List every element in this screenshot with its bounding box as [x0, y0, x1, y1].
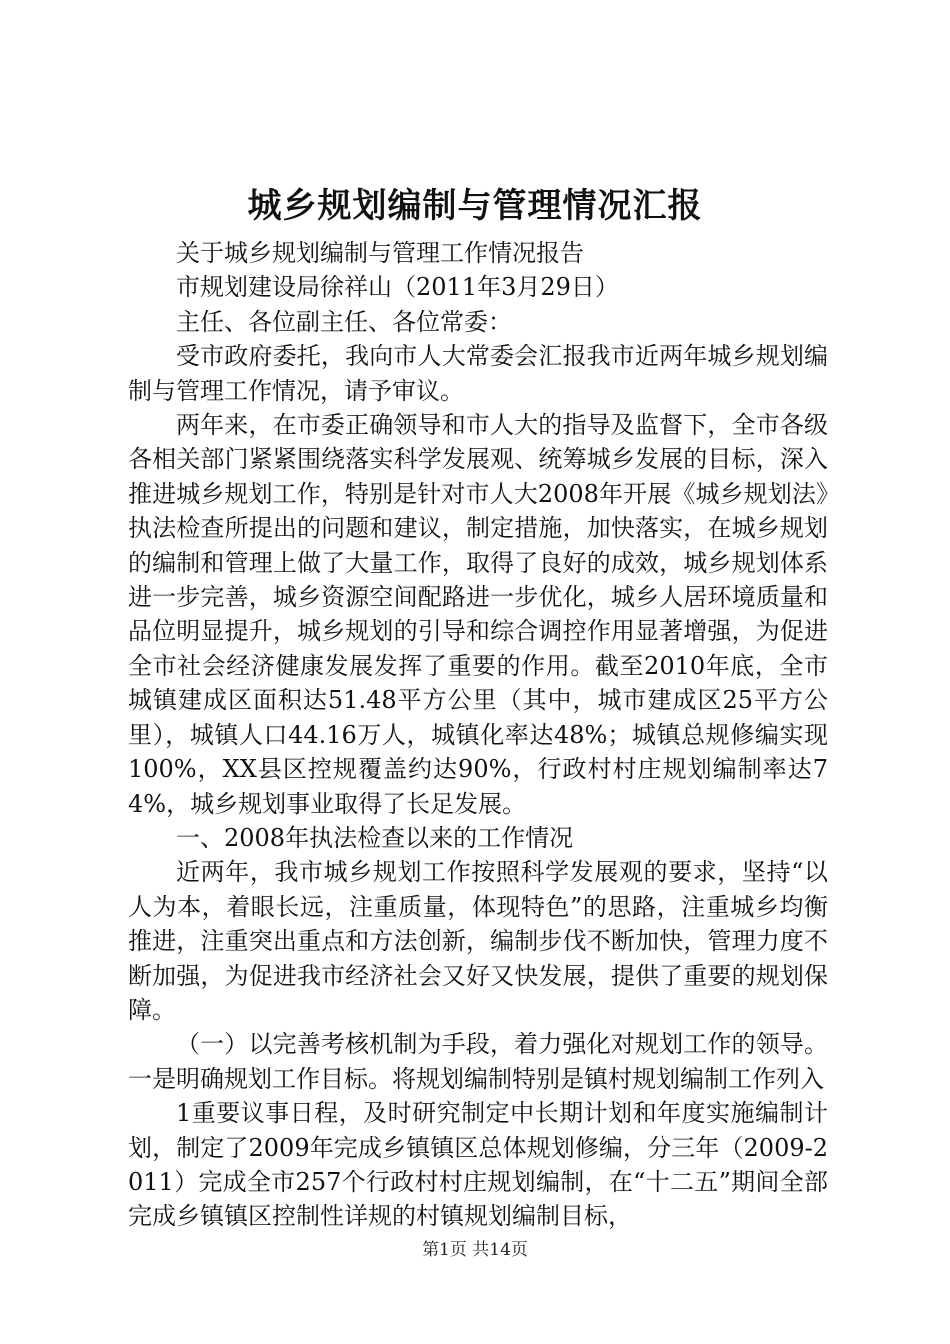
intro-paragraph: 受市政府委托，我向市人大常委会汇报我市近两年城乡规划编制与管理工作情况，请予审议。: [128, 342, 828, 405]
section-paragraph: 近两年，我市城乡规划工作按照科学发展观的要求，坚持“以人为本，着眼长远，注重质量，体现特色”的思路，注重城乡均衡推进，注重突出重点和方法创新，编制步伐不断加快，管理力度不断加强，为促进我市经济社会又好又快发展，提供了重要的规划保障。: [128, 858, 828, 1024]
document-body: [128, 236, 828, 1234]
overview-paragraph: 两年来，在市委正确领导和市人大的指导及监督下，全市各级各相关部门紧紧围绕落实科学发展观、统筹城乡发展的目标，深入推进城乡规划工作，特别是针对市人大2008年开展《城乡规划法》执法检查所提出的问题和建议，制定措施，加快落实，在城乡规划的编制和管理上做了大量工作，取得了良好的成效，城乡规划体系进一步完善，城乡资源空间配路进一步优化，城乡人居环境质量和品位明显提升，城乡规划的引导和综合调控作用显著增强，为促进全市社会经济健康发展发挥了重要的作用。截至2010年底，全市城镇建成区面积达51.48平方公里（其中，城市建成区25平方公里），城镇人口44.16万人，城镇化率达48%；城镇总规修编实现100%，XX县区控规覆盖约达90%，行政村村庄规划编制率达74%，城乡规划事业取得了长足发展。: [128, 411, 828, 818]
author-line: 市规划建设局徐祥山（2011年3月29日）: [176, 273, 619, 302]
report-subtitle: 关于城乡规划编制与管理工作情况报告: [176, 239, 584, 267]
continuation-paragraph: 1重要议事日程，及时研究制定中长期计划和年度实施编制计划，制定了2009年完成乡镇镇区总体规划修编，分三年（2009-2011）完成全市257个行政村村庄规划编制，在“十二五”期间全部完成乡镇镇区控制性详规的村镇规划编制目标，: [128, 1099, 828, 1231]
subsection-paragraph: （一）以完善考核机制为手段，着力强化对规划工作的领导。一是明确规划工作目标。将规划编制特别是镇村规划编制工作列入: [128, 1030, 828, 1093]
section-heading: 一、2008年执法检查以来的工作情况: [176, 823, 574, 852]
page-number-footer: 第1页 共14页: [422, 1240, 528, 1260]
salutation: 主任、各位副主任、各位常委：: [176, 307, 512, 336]
document-title: 城乡规划编制与管理情况汇报: [247, 186, 703, 226]
